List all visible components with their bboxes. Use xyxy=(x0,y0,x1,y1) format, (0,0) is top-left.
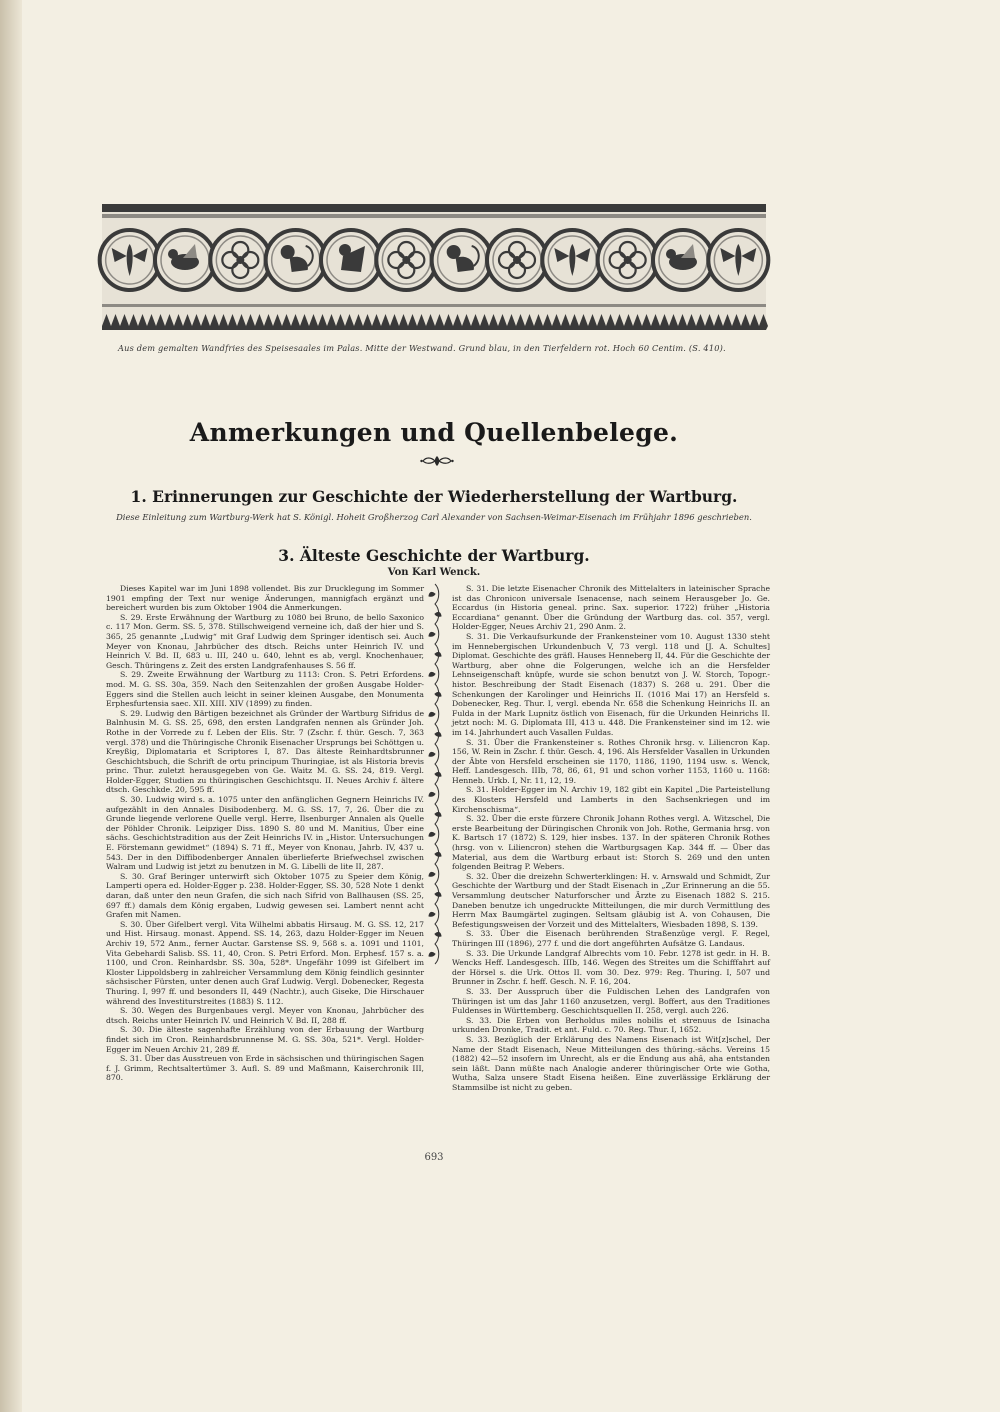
column-divider-vine xyxy=(428,584,442,964)
paragraph: S. 31. Die letzte Eisenacher Chronik des Mittelalters in lateinischer Sprache ist das Chronicon universale Isenacense, nach seinem Herausgeber Jo. Ge. Eccardus (in Historia geneal. princ. Sax. superior. 1722) früher „Historia Eccardiana“ genannt. Über die Gründung der Wartburg das. col. 357, vergl. Holder-Egger, Neues Archiv 21, 290 Anm. 2. xyxy=(452,584,770,632)
page-number: 693 xyxy=(424,1152,444,1163)
paragraph: S. 33. Die Urkunde Landgraf Albrechts vom 10. Febr. 1278 ist gedr. in H. B. Wencks Heff. Landesgesch. IIIb, 146. Wegen des Streites um die Schifffahrt auf der Hörsel s. die Urk. Ottos II. vom 30. Dez. 979: Reg. Thuring. I, 507 und Brunner in Zschr. f. heff. Gesch. N. F. 16, 204. xyxy=(452,948,770,987)
paragraph: S. 33. Über die Eisenach berührenden Straßenzüge vergl. F. Regel, Thüringen III (1896), 277 f. und die dort angeführten Aufsätze G. Landaus. xyxy=(452,929,770,948)
paragraph: S. 31. Über das Ausstreuen von Erde in sächsischen und thüringischen Sagen f. J. Grimm, Rechtsaltertümer 3. Aufl. S. 89 und Maßmann, Kaiserchronik III, 870. xyxy=(106,1054,425,1083)
quatrefoil-icon xyxy=(210,230,270,290)
paragraph: S. 31. Holder-Egger im N. Archiv 19, 182 gibt ein Kapitel „Die Parteistellung des Klosters Hersfeld und Lamberts in den Sachsenkriegen und im Kirchenschisma“. xyxy=(452,785,770,814)
figure-caption: Aus dem gemalten Wandfries des Speisesaales im Palas. Mitte der Westwand. Grund blau, in den Tierfeldern rot. Hoch 60 Centim. (S. 410). xyxy=(118,343,726,353)
paragraph: S. 32. Über die dreizehn Schwerterklingen: H. v. Arnswald und Schmidt, Zur Geschichte der Wartburg und der Stadt Eisenach in „Zur Erinnerung an die 55. Versammlung deutscher Naturforscher und Ärzte zu Eisenach 1882 S. 215. Daneben benutze ich ungedruckte Mitteilungen, die mir durch Vermittlung des Herrn Max Baumgärtel zugingen. Seltsam gläubig ist A. von Cohausen, Die Befestigungsweisen der Vorzeit und des Mittelalters, Wiesbaden 1898, S. 139. xyxy=(452,871,770,929)
paragraph: S. 30. Graf Beringer unterwirft sich Oktober 1075 zu Speier dem König, Lamperti opera ed. Holder-Egger p. 238. Holder-Egger, SS. 30, 528 Note 1 denkt daran, daß unter den neun Grafen, die sich nach Sifrid von Ballhausen (SS. 25, 697 ff.) damals dem König ergaben, Ludwig gewesen sei. Lambert nennt acht Grafen mit Namen. xyxy=(106,871,424,920)
section-3-heading: 3. Älteste Geschichte der Wartburg. xyxy=(278,546,590,565)
section-3-author: Von Karl Wenck. xyxy=(387,567,481,578)
paragraph: S. 33. Bezüglich der Erklärung des Namens Eisenach ist Wit[z]schel, Der Name der Stadt Eisenach, Neue Mitteilungen des thüring.-sächs. Vereins 15 (1882) 42—52 insofern im Unrecht, als er die Endung aus ahâ, aha entstanden sein läßt. Dann müßte nach Analogie anderer thüringischer Orte wie Gotha, Wutha, Salza unsere Stadt Eisena heißen. Eine zuverlässige Erklärung der Stammsilbe ist nicht zu geben. xyxy=(452,1034,770,1092)
paragraph: S. 31. Die Verkaufsurkunde der Frankensteiner vom 10. August 1330 steht im Hennebergischen Urkundenbuch V, 73 vergl. 118 und [J. A. Schultes] Diplomat. Geschichte des gräfl. Hauses Henneberg II, 44. Für die Geschichte der Wartburg, aber ohne die Folgerungen, welche ich an die Hersfelder Lehnseigenschaft knüpfe, wurde sie schon benutzt von J. W. Storch, Topogr.-histor. Beschreibung der Stadt Eisenach (1837) S. 268 u. 291. Über die Schenkungen der Karolinger und Heinrichs II. (1016 Mai 17) an Hersfeld s. Dobenecker, Reg. Thur. I, vergl. ebenda Nr. 658 die Schenkung Heinrichs II. an Fulda in der Mark Lupnitz östlich von Eisenach, für die Urkunden Heinrichs II. jetzt noch: M. G. Diplomata III, 413 u. 448. Die Frankensteiner sind im 12. wie im 14. Jahrhundert auch Vasallen Fuldas. xyxy=(452,631,770,737)
paragraph: Dieses Kapitel war im Juni 1898 vollendet. Bis zur Drucklegung im Sommer 1901 empfing der Text nur wenige Änderungen, mannigfach ergänzt und bereichert wurden bis zum Oktober 1904 die Anmerkungen. xyxy=(106,584,424,613)
fleuron-ornament-icon xyxy=(420,454,454,468)
dove-icon xyxy=(653,230,713,290)
paragraph: S. 30. Ludwig wird s. a. 1075 unter den anfänglichen Gegnern Heinrichs IV. aufgezählt in den Annales Disibodenberg. M. G. SS. 17, 7, 26. Über die zu Grunde liegende verlorene Quelle vergl. Herre, Ilsenburger Annalen als Quelle der Pöhlder Chronik. Leipziger Diss. 1890 S. 80 und M. Manitius, Über eine sächs. Geschichtstradition aus der Zeit Heinrichs IV. in „Histor. Untersuchungen E. Förstemann gewidmet“ (1894) S. 71 ff., Meyer von Knonau, Jahrb. IV, 437 u. 543. Der in den Diffibodenberger Annalen überlieferte Briefwechsel zwischen Walram und Ludwig ist jetzt zu benutzen in M. G. Libelli de lite II, 287. xyxy=(106,795,424,872)
page-title: Anmerkungen und Quellenbelege. xyxy=(189,418,679,447)
paragraph: S. 31. Über die Frankensteiner s. Rothes Chronik hrsg. v. Liliencron Kap. 156, W. Rein in Zschr. f. thür. Gesch. 4, 196. Als Hersfelder Vasallen in Urkunden der Äbte von Hersfeld erscheinen sie 1170, 1186, 1190, 1194 usw. s. Wenck, Heff. Landesgesch. IIIb, 78, 86, 61, 91 und schon vorher 1153, 1160 u. 1168: Henneb. Urkb. I, Nr. 11, 12, 19. xyxy=(452,737,770,785)
left-text-column xyxy=(106,584,425,1083)
paragraph: S. 29. Zweite Erwähnung der Wartburg zu 1113: Cron. S. Petri Erfordens. mod. M. G. SS. 30a, 359. Nach den Seitenzahlen der großen Ausgabe Holder-Eggers sind die Stellen auch leicht in seiner kleinen Ausgabe, den Monumenta Erphesfurtensia saec. XII. XIII. XIV (1899) zu finden. xyxy=(106,670,424,709)
paragraph: S. 30. Wegen des Burgenbaues vergl. Meyer von Knonau, Jahrbücher des dtsch. Reichs unter Heinrich IV. und Heinrich V. Bd. II, 288 ff. xyxy=(106,1006,424,1025)
griffin-icon xyxy=(321,230,381,290)
frieze-illustration xyxy=(102,204,766,330)
eagle-icon xyxy=(100,230,160,290)
paragraph: S. 29. Erste Erwähnung der Wartburg zu 1080 bei Bruno, de bello Saxonico c. 117 Mon. Germ. SS. 5, 378. Stillschweigend verneine ich, daß der hier und S. 365, 25 genannte „Ludwig“ mit Graf Ludwig dem Springer identisch sei. Auch Meyer von Knonau, Jahrbücher des dtsch. Reichs unter Heinrich IV. und Heinrich V. Bd. II, 683 u. III, 240 u. 640, lehnt es ab, vergl. Knochenhauer, Gesch. Thüringens z. Zeit des ersten Landgrafenhauses S. 56 ff. xyxy=(106,612,424,670)
paragraph: S. 30. Die älteste sagenhafte Erzählung von der Erbauung der Wartburg findet sich im Cron. Reinhardsbrunnense M. G. SS. 30a, 521*. Vergl. Holder-Egger im Neuen Archiv 21, 289 ff. xyxy=(106,1025,424,1054)
paragraph: S. 33. Die Erben von Berholdus miles nobilis et strenuus de Isinacha urkunden Dronke, Tradit. et ant. Fuld. c. 70. Reg. Thur. I, 1652. xyxy=(452,1015,770,1035)
paragraph: S. 32. Über die erste fürzere Chronik Johann Rothes vergl. A. Witzschel, Die erste Bearbeitung der Düringischen Chronik von Joh. Rothe, Germania hrsg. von K. Bartsch 17 (1872) S. 129, hier insbes. 137. In der späteren Chronik Rothes (hrsg. von v. Liliencron) stehen die Wartburgsagen Kap. 344 ff. — Über das Material, aus dem die Wartburg erbaut ist: Storch S. 269 und den unten folgenden Beitrag P. Webers. xyxy=(452,814,770,872)
lion-icon xyxy=(432,230,492,290)
eagle-icon xyxy=(542,230,602,290)
frieze-top-border xyxy=(102,204,766,212)
quatrefoil-icon xyxy=(376,230,436,290)
paragraph: S. 33. Der Ausspruch über die Fuldischen Lehen des Landgrafen von Thüringen ist um das Jahr 1160 anzusetzen, vergl. Boffert, aus den Traditiones Fuldenses in Württemberg. Geschichtsquellen II. 258, vergl. auch 226. xyxy=(452,986,770,1016)
right-text-column xyxy=(452,584,770,1092)
quatrefoil-icon xyxy=(487,230,547,290)
dove-icon xyxy=(155,230,215,290)
quatrefoil-icon xyxy=(598,230,658,290)
lion-icon xyxy=(266,230,326,290)
frieze-top-rule xyxy=(102,214,766,218)
section-1-note: Diese Einleitung zum Wartburg-Werk hat S. Königl. Hoheit Großherzog Carl Alexander von Sachsen-Weimar-Eisenach im Frühjahr 1896 geschrieben. xyxy=(116,512,752,522)
paragraph: S. 30. Über Gifelbert vergl. Vita Wilhelmi abbatis Hirsaug. M. G. SS. 12, 217 und Hist. Hirsaug. monast. Append. SS. 14, 263, dazu Holder-Egger im Neuen Archiv 19, 572 Anm., ferner Auctar. Garstense SS. 9, 568 s. a. 1091 und 1101, Vita Gebehardi Salisb. SS. 11, 40, Cron. S. Petri Erford. Mon. Erphesf. 157 s. a. 1100, und Cron. Reinhardsbr. SS. 30a, 528*. Ungefähr 1099 ist Gifelbert im Kloster Lippoldsberg in zahlreicher Versammlung dem König feindlich gesinnter sächsischer Fürsten, unter denen auch Graf Ludwig. Vergl. Dobenecker, Regesta Thuring. I, 997 ff. und besonders II, 449 (Nachtr.), auch Giseke, Die Hirschauer während des Investiturstreites (1883) S. 112. xyxy=(106,919,424,1006)
page-spine-shadow xyxy=(0,0,22,1412)
wall-frieze-figure xyxy=(102,204,766,330)
eagle-icon xyxy=(708,230,768,290)
paragraph: S. 29. Ludwig den Bärtigen bezeichnet als Gründer der Wartburg Sifridus de Balnhusin M. G. SS. 25, 698, den ersten Landgrafen nennen als Gründer Joh. Rothe in der Vorrede zu f. Leben der Elis. Str. 7 (Zschr. f. thür. Gesch. 7, 363 vergl. 378) und die Thüringische Chronik Eisenacher Ursprungs bei Schöttgen u. Kreyßig, Diplomataria et Scriptores I, 87. Das älteste Reinhardtsbrunner Geschichtsbuch, die Schrift de ortu principum Thuringiae, ist als Historia brevis princ. Thur. zuletzt herausgegeben von Ge. Waitz M. G. SS. 24, 819. Vergl. Holder-Egger, Studien zu thüringischen Geschichtsqu. II. Neues Archiv f. ältere dtsch. Geschkde. 20, 595 ff. xyxy=(106,708,424,795)
frieze-bottom-rule xyxy=(102,304,766,307)
section-1-heading: 1. Erinnerungen zur Geschichte der Wiederherstellung der Wartburg. xyxy=(130,487,738,506)
